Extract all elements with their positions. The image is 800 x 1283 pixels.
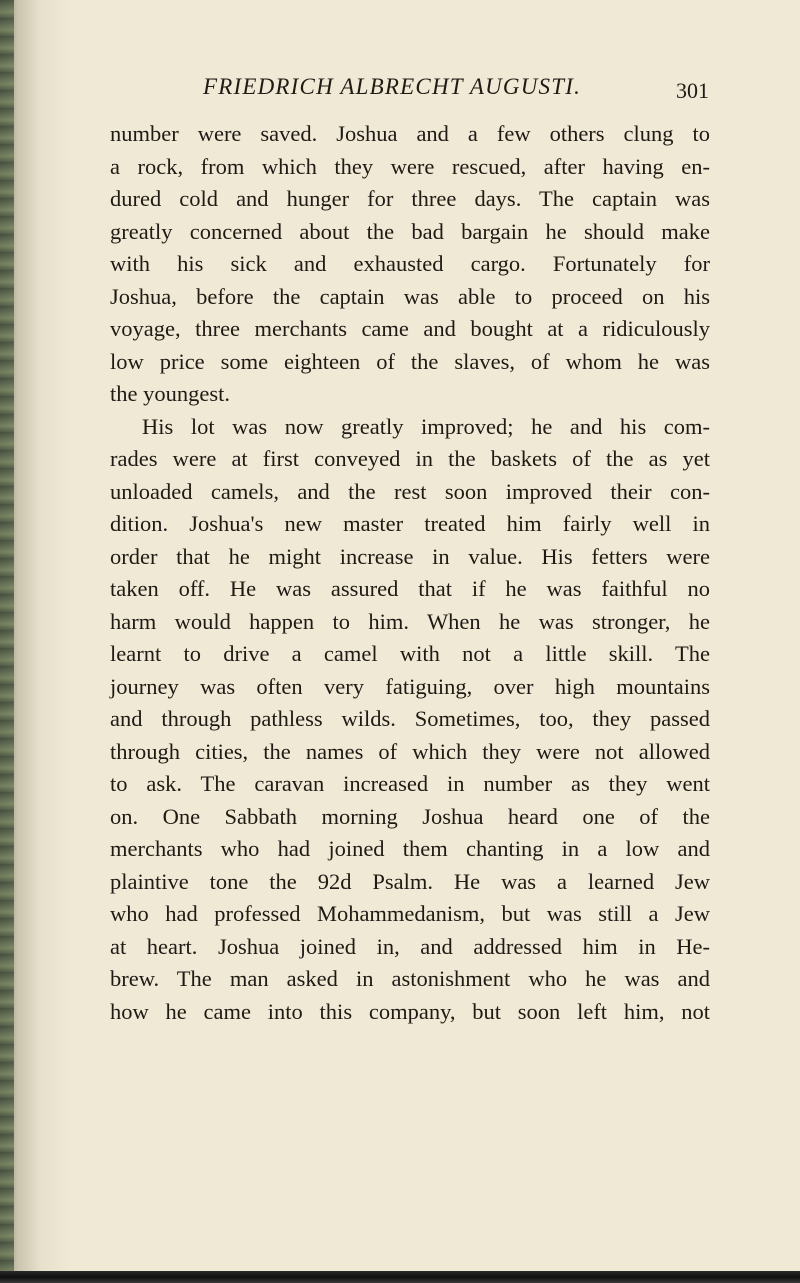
text-line: harm would happen to him. When he was stronger, he	[110, 608, 710, 634]
text-line: how he came into this company, but soon left him, not	[110, 998, 710, 1024]
text-line: through cities, the names of which they were not allowed	[110, 738, 710, 764]
text-line: brew. The man asked in astonishment who he was and	[110, 966, 710, 991]
text-line: number were saved. Joshua and a few others clung to	[110, 121, 710, 146]
text-line: a rock, from which they were rescued, after having en-	[110, 153, 710, 179]
text-line: who had professed Mohammedanism, but was still a Jew	[110, 901, 710, 926]
text-line: taken off. He was assured that if he was faithful no	[110, 576, 710, 601]
text-line: and through pathless wilds. Sometimes, too, they passed	[110, 706, 710, 731]
text-line: greatly concerned about the bad bargain he should make	[110, 218, 710, 244]
body-text	[110, 118, 710, 1028]
text-line: plaintive tone the 92d Psalm. He was a learned Jew	[110, 868, 710, 894]
text-line: Joshua, before the captain was able to proceed on his	[110, 283, 710, 309]
text-line: dition. Joshua's new master treated him fairly well in	[110, 511, 710, 536]
text-line: rades were at first conveyed in the baskets of the as yet	[110, 446, 710, 471]
bottom-edge-bar	[0, 1271, 800, 1283]
page-number: 301	[676, 78, 709, 103]
running-title: FRIEDRICH ALBRECHT AUGUSTI.	[203, 74, 582, 99]
text-line: order that he might increase in value. His fetters were	[110, 543, 710, 569]
text-line: on. One Sabbath morning Joshua heard one of the	[110, 803, 710, 829]
text-line: low price some eighteen of the slaves, of whom he was	[110, 348, 710, 374]
book-spine-edge	[0, 0, 14, 1283]
text-line: journey was often very fatiguing, over high mountains	[110, 673, 710, 699]
text-line: with his sick and exhausted cargo. Fortunately for	[110, 251, 710, 276]
text-line: the youngest.	[110, 381, 230, 406]
text-line: merchants who had joined them chanting in a low and	[110, 836, 710, 861]
text-line: unloaded camels, and the rest soon improved their con-	[110, 478, 710, 504]
running-head	[0, 68, 800, 108]
text-line: His lot was now greatly improved; he and his com-	[142, 413, 710, 439]
text-line: voyage, three merchants came and bought at a ridiculously	[110, 316, 710, 341]
text-line: at heart. Joshua joined in, and addressed him in He-	[110, 933, 710, 959]
text-line: to ask. The caravan increased in number as they went	[110, 771, 710, 796]
text-line: learnt to drive a camel with not a little skill. The	[110, 641, 710, 666]
text-line: dured cold and hunger for three days. The captain was	[110, 186, 710, 211]
